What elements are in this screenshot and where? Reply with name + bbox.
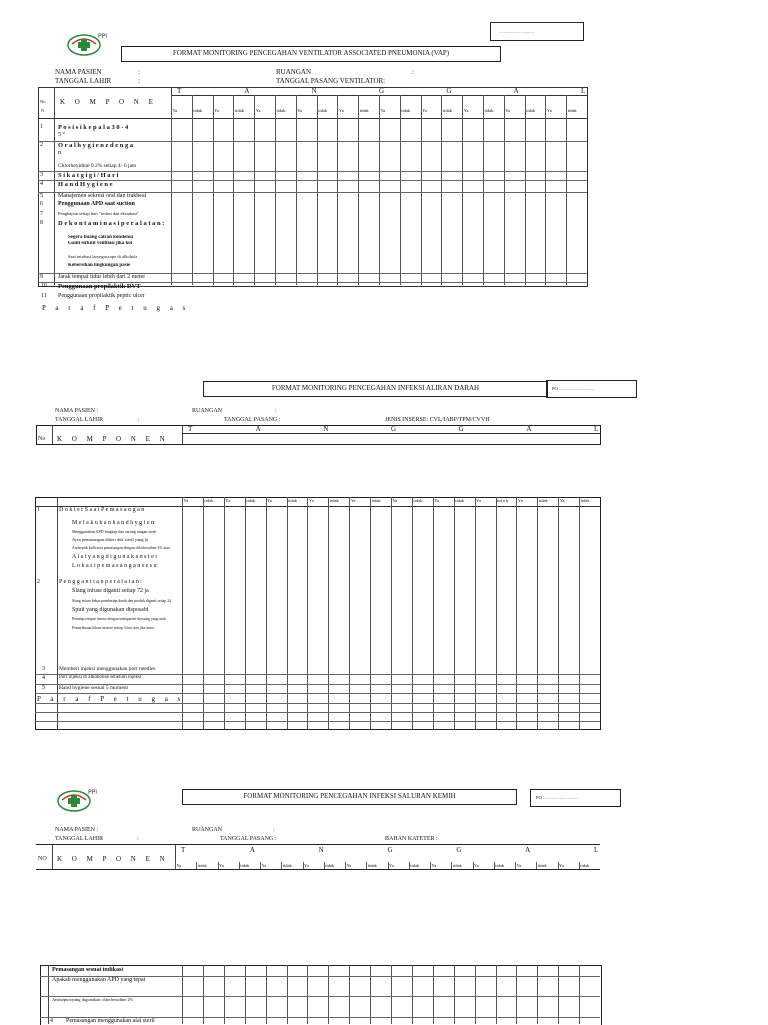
row-label: P o s i s i k e p a l a 3 0 - 4 xyxy=(58,124,129,131)
ya-column-label: Ya xyxy=(214,108,219,113)
tidak-column-label: tidak xyxy=(538,498,548,503)
tanggal-letter: N xyxy=(311,87,317,95)
row-divider xyxy=(38,180,587,181)
form1-title xyxy=(121,46,501,62)
row-label: Segera buang cairan kondensa xyxy=(68,235,134,240)
row-label: Jarak tempat tidur lebih dari 2 meter xyxy=(58,274,146,280)
tidak-column-label: tidak xyxy=(580,863,590,868)
row-label: Saat intubasi laryngoscope di alkohola xyxy=(68,254,138,259)
form1-tanggal-pasang-label: TANGGAL PASANG VENTILATOR: xyxy=(276,77,386,85)
row-label: Pemasangan sesuai indikasi xyxy=(52,967,124,973)
row-label: Hand hygiene sesuai 5 moment xyxy=(59,685,129,691)
form1-no-label: No xyxy=(40,99,46,104)
tidak-column-label: tidak xyxy=(282,863,292,868)
divider xyxy=(52,425,53,444)
tanggal-letter: T xyxy=(177,87,182,95)
form1-title-text: FORMAT MONITORING PENCEGAHAN VENTILATOR ASSOCIATED PNEUMONIA (VAP) xyxy=(172,49,450,57)
row-label: Pengkajian setiap hari "sedasi dan ekstubasi" xyxy=(58,211,140,216)
tidak-column-label: tidak xyxy=(495,863,505,868)
tanggal-letter: G xyxy=(391,425,397,433)
form1-tanggal-lahir-label: TANGGAL LAHIR xyxy=(55,77,112,85)
row-divider xyxy=(38,171,587,172)
tidak-column-label: tidak xyxy=(442,108,452,113)
row-label: Apakah menggunakan APD yang tepat xyxy=(52,977,146,983)
row-label: Pemasangan menggunakan alat steril xyxy=(66,1018,155,1024)
row-label: Chlorhexidine 0.2% setiap 4- 6 jam xyxy=(58,163,137,169)
row-divider xyxy=(35,721,600,722)
form3-komponen-label: K O M P O N E N xyxy=(57,855,169,863)
tidak-column-label: tidak xyxy=(318,108,328,113)
ya-column-label: Ya xyxy=(559,498,565,503)
row-label: Slang infuse bekas pemberian darah dan produk diganti setiap 24 xyxy=(72,599,172,603)
row-label: Spuit yang digunakan disposabl xyxy=(72,607,149,613)
row-number: 4 xyxy=(42,675,45,681)
tanggal-letter: A xyxy=(244,87,250,95)
colon: : xyxy=(273,827,275,833)
form2-jenis-inserse-label: JENIS INSERSE: CVL/IABP/TPM/CVVH xyxy=(385,417,490,423)
tidak-column-label: tidak xyxy=(193,108,203,113)
tidak-column-label: tidak xyxy=(288,498,297,503)
colon: : xyxy=(138,68,140,76)
row-divider xyxy=(35,712,600,713)
divider xyxy=(490,22,582,23)
row-label: Memberi injeksi menggunakan port needles xyxy=(59,666,156,672)
form3-title-text: FORMAT MONITORING PENCEGAHAN INFEKSI SALURAN KEMIH xyxy=(243,792,456,800)
row-number: 3 xyxy=(40,172,43,178)
form2-ruangan-label: RUANGAN xyxy=(192,408,222,414)
ya-column-label: Ya xyxy=(516,863,522,868)
form3-tanggal-lahir-label: TANGGAL LAHIR xyxy=(55,836,104,842)
tanggal-letter: A xyxy=(255,425,261,433)
row-number: 5 xyxy=(42,685,45,691)
ya-column-label: Ya xyxy=(338,108,344,113)
row-number: 3 xyxy=(42,666,45,672)
form3-date-columns xyxy=(175,862,600,869)
ya-column-label: Ya xyxy=(474,863,479,868)
ya-column-label: Ya xyxy=(434,498,440,503)
tidak-column-label: tidak xyxy=(367,863,377,868)
colon: : xyxy=(138,417,140,423)
form3-po-box xyxy=(530,789,621,807)
form2-title-text: FORMAT MONITORING PENCEGAHAN INFEKSI ALIRAN DARAH xyxy=(271,384,480,392)
tidak-column-label: tidak xyxy=(537,863,547,868)
form3-ruangan-label: RUANGAN xyxy=(192,827,222,833)
colon: : xyxy=(412,68,414,76)
tanggal-letter: N xyxy=(323,425,329,433)
form3-no-label: NO xyxy=(38,856,47,862)
form1-ruangan-label: RUANGAN xyxy=(276,68,311,76)
tanggal-letter: A xyxy=(526,425,532,433)
form-code: ............................... xyxy=(499,29,534,34)
row-number: 8 xyxy=(40,220,43,226)
ya-column-label: Ya xyxy=(219,863,224,868)
ya-column-label: Ya xyxy=(422,108,427,113)
tanggal-letter: L xyxy=(594,846,599,854)
colon: : xyxy=(275,408,277,414)
tidak-column-label: tidak xyxy=(240,863,250,868)
form1-tanggal-header xyxy=(171,87,587,95)
row-divider xyxy=(35,693,600,694)
row-label: O r a l h y g i e n e d e n g a xyxy=(58,142,134,149)
tanggal-letter: A xyxy=(513,87,519,95)
tidak-column-label: tidak xyxy=(567,108,577,113)
tanggal-letter: T xyxy=(181,846,186,854)
ya-column-label: Ya xyxy=(172,108,178,113)
tidak-column-label: tidak xyxy=(455,498,465,503)
form1-komponen-label: K O M P O N E xyxy=(60,98,157,106)
tidak-column-label: tidak xyxy=(359,108,369,113)
row-label: P e n g g a n t i a n p e r a l a t a n : xyxy=(59,579,143,585)
row-number: 2 xyxy=(37,579,40,585)
row-label: Antiseptik kulit area pemasangan dengan chlorhexidine 2% atau xyxy=(72,546,170,550)
tanggal-letter: N xyxy=(318,846,324,854)
row-label: Penggunaan propilaktik DVT xyxy=(58,283,141,290)
divider xyxy=(52,844,53,869)
ya-column-label: Ya xyxy=(308,498,314,503)
ya-column-label: Ya xyxy=(380,108,386,113)
tidak-column-label: tidak xyxy=(204,498,214,503)
ya-column-label: Ya xyxy=(304,863,309,868)
form2-tanggal-header xyxy=(182,425,600,433)
row-label: n xyxy=(58,150,61,156)
svg-text:PPI: PPI xyxy=(98,33,108,40)
ya-column-label: Ya xyxy=(463,108,469,113)
row-label: H a n d H y g i e n e xyxy=(58,181,113,188)
form1-rows xyxy=(38,118,587,299)
tanggal-letter: L xyxy=(594,425,599,433)
ya-column-label: Ya xyxy=(183,498,189,503)
tidak-column-label: tidak xyxy=(276,108,286,113)
row-label: Penutup tempat insersi dengan transparent dressing yang utuh xyxy=(72,617,166,621)
ya-column-label: Ya xyxy=(392,498,398,503)
ya-column-label: Ya xyxy=(517,498,523,503)
form3-rows xyxy=(40,965,600,1024)
form2-paraf-petugas: P a r a f P e t u g a s xyxy=(37,695,185,703)
row-number: 7 xyxy=(40,211,43,217)
ya-column-label: Ya xyxy=(176,863,182,868)
tidak-column-label: tidak xyxy=(484,108,494,113)
tanggal-letter: G xyxy=(379,87,385,95)
tidak-column-label: tidak xyxy=(580,498,590,503)
tanggal-letter: G xyxy=(387,846,393,854)
row-number: 6 xyxy=(40,201,43,207)
form2-tanggal-pasang-label: TANGGAL PASANG : xyxy=(224,417,281,423)
ya-column-label: Ya xyxy=(476,498,481,503)
tanggal-letter: G xyxy=(458,425,464,433)
divider xyxy=(182,433,600,434)
row-number: 10 xyxy=(41,283,47,289)
ya-column-label: Ya xyxy=(389,863,394,868)
row-number: 2 xyxy=(40,142,43,148)
row-number: 9 xyxy=(40,274,43,280)
ya-column-label: Ya xyxy=(505,108,511,113)
row-label: Area pemasangan diberi duk steril yang lu xyxy=(72,537,149,542)
tidak-column-label: tidak xyxy=(329,498,339,503)
row-number: 4 xyxy=(50,1018,53,1024)
form3-po: PO ............................... xyxy=(536,795,578,800)
form2-po: PO ............................... xyxy=(552,386,594,391)
row-label: D o k t e r S a a t P e m a s a n g a n xyxy=(59,507,145,513)
tanggal-letter: A xyxy=(249,846,255,854)
row-number: 11 xyxy=(41,293,47,299)
form3-title xyxy=(182,789,517,805)
tidak-column-label: tidak xyxy=(401,108,411,113)
form2-po-box xyxy=(546,380,637,398)
ya-column-label: Ya xyxy=(350,498,356,503)
tanggal-letter: L xyxy=(581,87,586,95)
tidak-column-label: tidak xyxy=(246,498,256,503)
tanggal-letter: G xyxy=(446,87,452,95)
row-number: 4 xyxy=(40,181,43,187)
row-label: S i k a t g i g i / H a r i xyxy=(58,172,119,179)
ya-column-label: Ya xyxy=(559,863,564,868)
ya-column-label: Ya xyxy=(255,108,261,113)
ya-column-label: Ya xyxy=(431,863,437,868)
row-label: Port injeksi di alkoholise sebelum injeksi xyxy=(59,675,142,680)
ya-column-label: Ya xyxy=(297,108,303,113)
tidak-column-label: tidak xyxy=(413,498,423,503)
form3-tanggal-header xyxy=(175,846,600,855)
form1-no-label-2: N xyxy=(41,108,45,113)
row-label: Menggunakan APD lengkap dan sarung tangan steril xyxy=(72,529,157,534)
row-label: Manajemen sekresi oral dan trakheal xyxy=(58,193,147,199)
tidak-column-label: tidak xyxy=(325,863,335,868)
form-code-box xyxy=(490,22,584,41)
tidak-column-label: tidak xyxy=(410,863,420,868)
colon: : xyxy=(138,77,140,85)
row-label: Pemeriksaan lokasi inserse setiap 3 hari dan jika kotor xyxy=(72,626,155,630)
tidak-column-label: tidak xyxy=(526,108,536,113)
form2-rows xyxy=(35,506,600,728)
row-label: D e k o n t a m i n a s i p e r a l a t a n : xyxy=(58,220,165,227)
row-label: Slang infuse diganti setiap 72 ja xyxy=(72,588,149,594)
row-label: M e l a k u k a n h a n d h y g i e n xyxy=(72,520,154,526)
row-label: 5 ° xyxy=(58,132,65,138)
form1-nama-pasien-label: NAMA PASIEN xyxy=(55,68,102,76)
ya-column-label: Ya xyxy=(261,863,267,868)
ya-column-label: Ya xyxy=(225,498,231,503)
row-label: Antiseptoxyang digunakan chlorhexidine 2% xyxy=(52,997,134,1002)
form3-nama-pasien-label: NAMA PASIEN : xyxy=(55,827,99,833)
row-number: 1 xyxy=(37,507,40,513)
form2-nama-pasien-label: NAMA PASIEN : xyxy=(55,408,99,414)
row-label: Kebersihan lingkungan pasie xyxy=(68,263,131,268)
tidak-column-label: tidak xyxy=(234,108,244,113)
row-label: Penggunaan propilaktik peptic ulcer xyxy=(58,293,145,299)
hospital-logo-icon xyxy=(54,786,110,816)
tanggal-letter: A xyxy=(525,846,531,854)
row-number: 1 xyxy=(40,124,43,130)
form2-no-label: No xyxy=(38,436,46,442)
hospital-logo-icon xyxy=(64,30,120,60)
colon: : xyxy=(137,836,139,842)
row-label: L o k a s i p e m a s a n g a n s e s u xyxy=(72,563,157,569)
svg-text:PPI: PPI xyxy=(88,789,98,796)
ya-column-label: Ya xyxy=(546,108,552,113)
form1-paraf-petugas: P a r a f P e t u g a s xyxy=(42,304,190,312)
row-label: Ganti sirkuit ventilasi jika kot xyxy=(68,241,133,246)
tanggal-letter: T xyxy=(188,425,193,433)
row-label: Penggunaan APD saat suction xyxy=(58,201,135,207)
form3-bahan-kateter-label: BAHAN KATETER : xyxy=(385,836,438,842)
tidak-column-label: tidak xyxy=(371,498,381,503)
tidak-column-label: tid a k xyxy=(497,498,509,503)
ya-column-label: Ya xyxy=(267,498,272,503)
tidak-column-label: tidak xyxy=(452,863,462,868)
row-number: 5 xyxy=(40,193,43,199)
tidak-column-label: tidak xyxy=(197,863,207,868)
form2-title xyxy=(203,381,548,397)
form2-komponen-label: K O M P O N E N xyxy=(57,435,169,443)
form2-tanggal-lahir-label: TANGGAL LAHIR xyxy=(55,417,104,423)
ya-column-label: Ya xyxy=(346,863,352,868)
form3-tanggal-pasang-label: TANGGAL PASANG : xyxy=(220,836,277,842)
tanggal-letter: G xyxy=(456,846,462,854)
row-label: A l a t y a n g d i g u n a k a n s t e r xyxy=(72,554,158,560)
row-divider xyxy=(35,703,600,704)
